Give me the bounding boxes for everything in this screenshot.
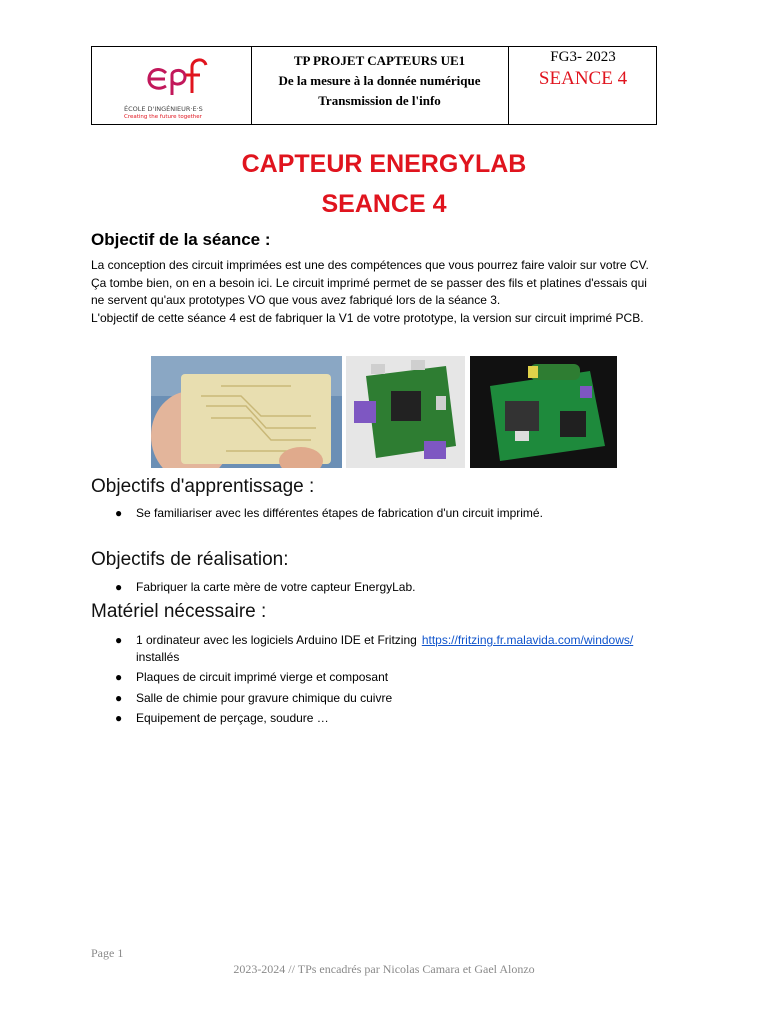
course-line-1: TP PROJET CAPTEURS UE1: [293, 53, 466, 68]
fritzing-link[interactable]: https://fritzing.fr.malavida.com/windows/: [421, 633, 634, 647]
list-item: ● Plaques de circuit imprimé vierge et composant: [115, 670, 389, 684]
list-item: ● Se familiariser avec les différentes étapes de fabrication d'un circuit imprimé.: [115, 506, 543, 520]
objective-line: Ça tombe bien, on en a besoin ici. Le circuit imprimé permet de se passer des fils et platines d'essais qui: [91, 275, 647, 290]
materials-heading: Matériel nécessaire :: [91, 601, 267, 622]
list-item-continuation: installés: [136, 649, 180, 664]
session-cell: [510, 47, 656, 124]
objective-line: L'objectif de cette séance 4 est de fabriquer la V1 de votre prototype, la version sur circuit imprimé PCB.: [91, 310, 644, 325]
realisation-heading: Objectifs de réalisation:: [91, 549, 289, 570]
course-title-cell: [251, 47, 509, 124]
learning-heading: Objectifs d'apprentissage :: [91, 476, 315, 497]
bullet-icon: ●: [115, 670, 123, 684]
epf-logo: [122, 53, 232, 119]
document-title: CAPTEUR ENERGYLAB: [241, 150, 527, 178]
session-label: SEANCE 4: [538, 68, 628, 89]
document-subtitle: SEANCE 4: [321, 190, 447, 218]
bullet-icon: ●: [115, 633, 123, 647]
list-item: ● Equipement de perçage, soudure …: [115, 711, 329, 725]
footer-credits: 2023-2024 // TPs encadrés par Nicolas Camara et Gael Alonzo: [233, 962, 535, 976]
course-line-3: Transmission de l'info: [318, 93, 441, 109]
course-line-2: De la mesure à la donnée numérique: [278, 73, 481, 89]
logo-cell: [92, 47, 252, 124]
objective-heading: Objectif de la séance :: [91, 230, 271, 249]
bullet-icon: ●: [115, 690, 123, 705]
school-name: ÉCOLE D'INGÉNIEUR·E·S: [124, 105, 203, 113]
school-tagline: Creating the future together: [124, 114, 202, 119]
list-item: ● Salle de chimie pour gravure chimique du cuivre: [115, 690, 393, 705]
realisation-list: [113, 579, 415, 600]
bullet-icon: ●: [115, 580, 123, 594]
materials-list: [113, 632, 633, 731]
objective-paragraph: [91, 257, 691, 327]
bullet-icon: ●: [115, 711, 123, 725]
page-number: Page 1: [91, 946, 124, 960]
bullet-icon: ●: [115, 506, 123, 520]
list-item: ● Fabriquer la carte mère de votre capteur EnergyLab.: [115, 580, 416, 594]
pcb-assembled-photo: [470, 356, 617, 468]
list-item: ● 1 ordinateur avec les logiciels Arduino IDE et Fritzing https://fritzing.fr.malavida.com/windows/ installés: [115, 633, 634, 664]
pcb-hand-photo: [151, 356, 342, 468]
pcb-3d-render: [346, 356, 465, 468]
objective-line: La conception des circuit imprimées est une des compétences que vous pourrez faire valoir sur votre CV.: [91, 258, 649, 272]
learning-list: [113, 505, 543, 526]
objective-line: ne servent qu'aux prototypes VO que vous avez fabriqué lors de la séance 3.: [91, 293, 501, 308]
header-table: [91, 46, 657, 125]
group-label: FG3- 2023: [550, 49, 616, 65]
